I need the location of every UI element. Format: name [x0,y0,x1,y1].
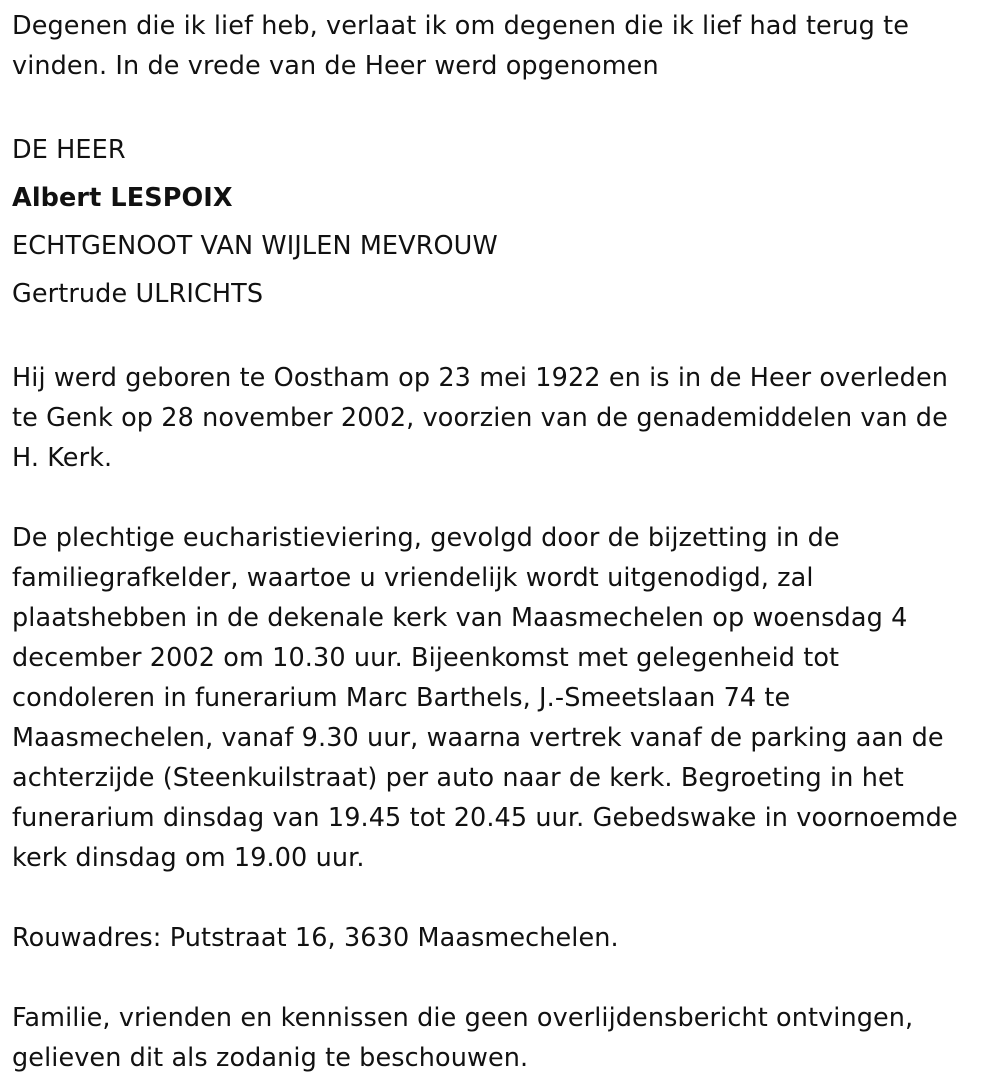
ceremony-line: achterzijde (Steenkuilstraat) per auto naar de kerk. Begroeting in het [12,763,904,793]
intro-paragraph [12,6,988,86]
ceremony-line: familiegrafkelder, waartoe u vriendelijk wordt uitgenodigd, zal [12,563,814,593]
birth-death-line: Hij werd geboren te Oostham op 23 mei 1922 en is in de Heer overleden [12,363,948,393]
spouse-name: Gertrude ULRICHTS [12,279,264,309]
spacer [12,318,988,358]
spacer [12,958,988,998]
closing-line: Familie, vrienden en kennissen die geen overlijdensbericht ontvingen, [12,1003,914,1033]
intro-line: Degenen die ik lief heb, verlaat ik om degenen die ik lief had terug te [12,11,910,41]
ceremony-line: kerk dinsdag om 19.00 uur. [12,843,365,873]
ceremony-line: december 2002 om 10.30 uur. Bijeenkomst met gelegenheid tot [12,643,840,673]
spacer [12,86,988,126]
ceremony-line: plaatshebben in de dekenale kerk van Maasmechelen op woensdag 4 [12,603,908,633]
relation-text: ECHTGENOOT VAN WIJLEN MEVROUW [12,231,498,261]
closing-paragraph [12,998,988,1078]
spacer [12,478,988,518]
birth-death-paragraph [12,358,988,478]
address-paragraph [12,918,988,958]
ceremony-line: De plechtige eucharistieviering, gevolgd door de bijzetting in de [12,523,840,553]
ceremony-line: Maasmechelen, vanaf 9.30 uur, waarna vertrek vanaf de parking aan de [12,723,944,753]
mourning-address: Rouwadres: Putstraat 16, 3630 Maasmechelen. [12,923,619,953]
intro-line: vinden. In de vrede van de Heer werd opgenomen [12,51,659,81]
closing-line: gelieven dit als zodanig te beschouwen. [12,1043,529,1073]
birth-death-line: te Genk op 28 november 2002, voorzien van de genademiddelen van de [12,403,948,433]
ceremony-line: funerarium dinsdag van 19.45 tot 20.45 uur. Gebedswake in voornoemde [12,803,958,833]
birth-death-line: H. Kerk. [12,443,113,473]
ceremony-paragraph [12,518,988,878]
deceased-title: DE HEER [12,135,126,165]
deceased-name: Albert LESPOIX [12,183,233,213]
ceremony-line: condoleren in funerarium Marc Barthels, J.-Smeetslaan 74 te [12,683,791,713]
spacer [12,878,988,918]
deceased-block [12,126,988,318]
